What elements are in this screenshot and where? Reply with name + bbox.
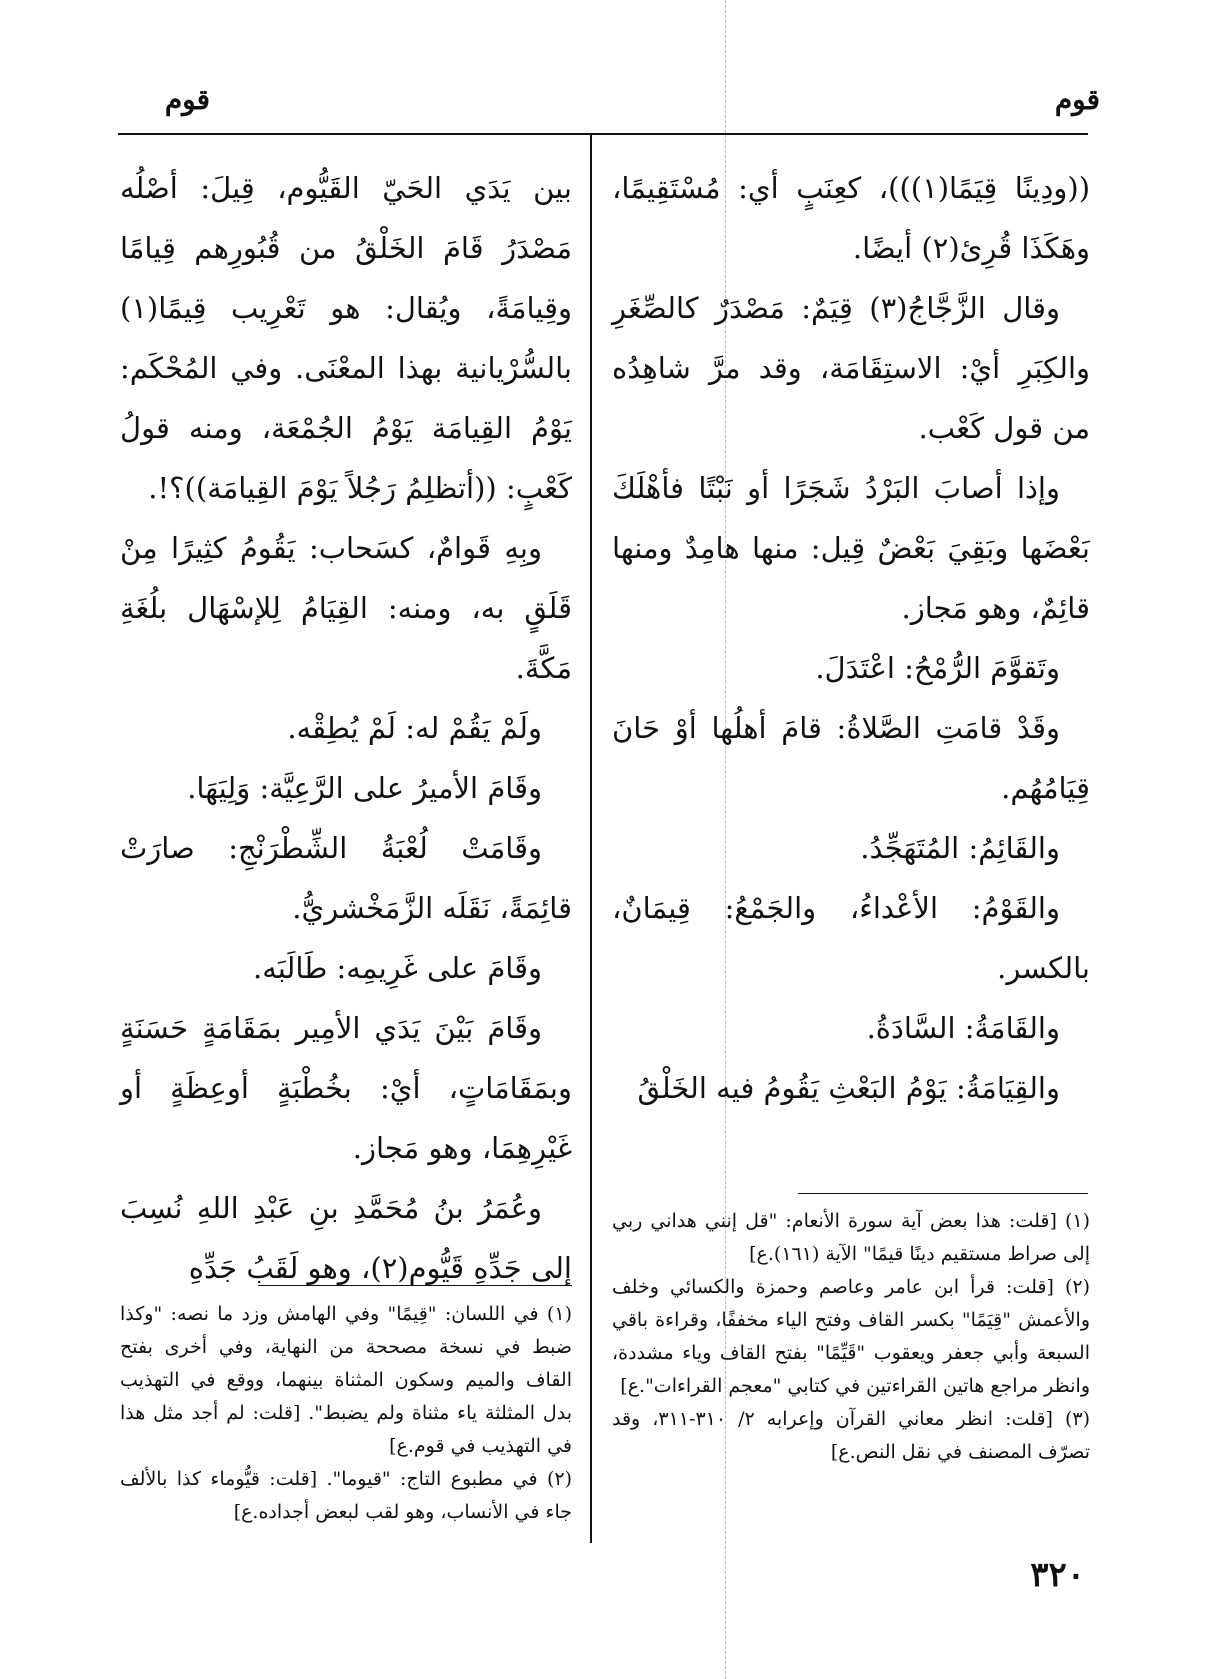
footnote-rule-left	[258, 1285, 572, 1286]
footnote: (١) [قلت: هذا بعض آية سورة الأنعام: "قل إنني هداني ربي إلى صراط مستقيم دينًا قيمًا" الآية (١٦١).ع]	[612, 1210, 1090, 1265]
paragraph: وقال الزَّجَّاجُ(٣) قِيَمٌ: مَصْدَرٌ كالصِّغَرِ والكِبَرِ أيْ: الاستِقَامَة، وقد مرَّ شاهِدُه من قول كَعْب.	[612, 291, 1090, 445]
footnotes-right	[612, 1205, 1090, 1469]
paragraph: وتَقوَّمَ الرُّمْحُ: اعْتَدَلَ.	[815, 651, 1060, 685]
paragraph: وعُمَرُ بنُ مُحَمَّدِ بنِ عَبْدِ اللهِ نُسِبَ إلى جَدِّهِ قَيُّوم(٢)، وهو لَقَبُ جَدِّهِ	[120, 1191, 572, 1285]
paragraph: وقَامَ بَيْنَ يَدَي الأمِير بمَقَامَةٍ حَسَنَةٍ وبمَقَامَاتٍ، أيْ: بخُطْبَةٍ أوعِظَةٍ أو غَيْرِهِمَا، وهو مَجاز.	[120, 1011, 572, 1165]
footnotes-left	[120, 1298, 572, 1529]
header-rule	[118, 133, 1088, 135]
paragraph: والقَامَةُ: السَّادَةُ.	[866, 1011, 1060, 1045]
paragraph: والقِيَامَةُ: يَوْمُ البَعْثِ يَقُومُ فيه الخَلْقُ	[637, 1071, 1060, 1105]
paragraph: وقَامَتْ لُعْبَةُ الشِّطْرَنْجِ: صارَتْ قائِمَةً، نَقَلَه الزَّمَخْشريُّ.	[120, 831, 572, 925]
paragraph: وقَدْ قامَتِ الصَّلاةُ: قامَ أهلُها أوْ حَانَ قِيَامُهُم.	[612, 711, 1090, 805]
footnote-rule-right	[798, 1193, 1088, 1194]
paragraph: ((ودِينًا قِيَمًا(١)))، كعِنَبٍ أي: مُسْتَقِيمًا، وهَكَذَا قُرِئ(٢) أيضًا.	[612, 171, 1091, 265]
paragraph: والقَوْمُ: الأعْداءُ، والجَمْعُ: قِيمَانٌ، بالكسر.	[612, 891, 1090, 985]
paragraph: ولَمْ يَقُمْ له: لَمْ يُطِقْه.	[287, 711, 542, 745]
paragraph: وقَامَ الأميرُ على الرَّعِيَّة: وَلِيَهَا.	[187, 771, 542, 805]
paragraph: وإذا أصابَ البَرْدُ شَجَرًا أو نَبْتًا فأهْلَكَ بَعْضَها وبَقِيَ بَعْضٌ قِيل: منها هامِدٌ ومنها قائِمٌ، وهو مَجاز.	[612, 471, 1090, 625]
right-column	[612, 158, 1090, 1118]
column-divider	[590, 133, 592, 1543]
running-head-right: قوم	[1054, 83, 1100, 116]
running-head-left: قوم	[164, 83, 210, 116]
footnote: (٢) في مطبوع التاج: "قيوما". [قلت: قيُّوماء كذا بالألف جاء في الأنساب، وهو لقب لبعض أجداده.ع]	[120, 1468, 572, 1523]
footnote: (١) في اللسان: "قِيمًا" وفي الهامش وزد ما نصه: "وكذا ضبط في نسخة مصححة من النهاية، وفي أخرى بفتح القاف والميم وسكون المثناة بينهما، ووقع في التهذيب بدل المثلثة ياء مثناة ولم يضبط". [قلت: لم أجد مثل هذا في التهذيب في قوم.ع]	[120, 1303, 572, 1457]
paragraph: بين يَدَي الحَيّ القَيُّوم، قِيلَ: أصْلُه مَصْدَرُ قَامَ الخَلْقُ من قُبُورِهم قِيامًا وقِيامَةً، ويُقال: هو تَعْرِيب قِيمًا(١) بالسُّرْيانية بهذا المعْنَى. وفي المُحْكَم: يَوْمُ القِيامَة يَوْمُ الجُمْعَة، ومنه قولُ كَعْبٍ: ((أتظلِمُ رَجُلاً يَوْمَ القِيامَة))؟!.	[120, 171, 572, 505]
page-number: ٣٢٠	[1030, 1555, 1085, 1595]
paragraph: وقَامَ على غَرِيمِه: طَالَبَه.	[253, 951, 542, 985]
paragraph: والقَائِمُ: المُتَهَجِّدُ.	[860, 831, 1060, 865]
footnote: (٣) [قلت: انظر معاني القرآن وإعرابه ٢/ ٣١٠-٣١١، وقد تصرّف المصنف في نقل النص.ع]	[612, 1408, 1090, 1463]
left-column	[120, 158, 572, 1298]
paragraph: وبِهِ قَوامٌ، كسَحاب: يَقُومُ كثِيرًا مِنْ قَلَقٍ به، ومنه: القِيَامُ لِلإسْهَال بلُغَةِ مَكَّةَ.	[120, 531, 572, 685]
footnote: (٢) [قلت: قرأ ابن عامر وعاصم وحمزة والكسائي وخلف والأعمش "قِيَمًا" بكسر القاف وفتح الياء مخففًا، وقراءة باقي السبعة وأبي جعفر ويعقوب "قَيِّمًا" بفتح القاف وياء مشددة، وانظر مراجع هاتين القراءتين في كتابي "معجم القراءات".ع]	[612, 1276, 1090, 1397]
